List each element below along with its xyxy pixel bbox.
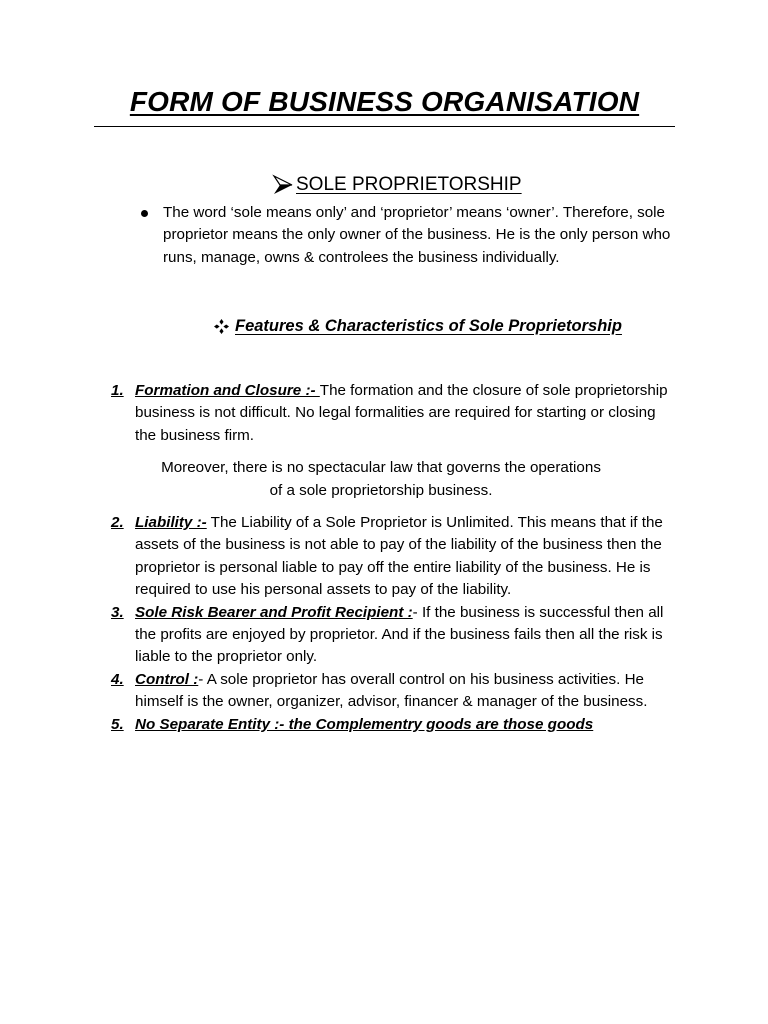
definition-bullet: [138, 202, 678, 269]
list-item: [111, 602, 676, 669]
list-text: - A sole proprietor has overall control on his business activities. He himself is the owner, organizer, advisor, financer & manager of the business.: [135, 670, 648, 711]
list-number: 1.: [111, 382, 124, 399]
list-text: The formation and the closure of sole proprietorship business is not difficult. No legal formalities are required for starting or closing the business firm.: [135, 382, 668, 444]
moreover-line-2: of a sole proprietorship business.: [269, 481, 493, 499]
definition-text: The word ‘sole means only’ and ‘proprietor’ means ‘owner’. Therefore, sole proprietor means the only owner of the business. He is the only person who runs, manage, owns & controlees the business individually.: [163, 204, 671, 266]
moreover-line-1: Moreover, there is no spectacular law that governs the operations: [161, 459, 601, 476]
list-text: - If the business is successful then all the profits are enjoyed by proprietor. And if the business fails then all the risk is liable to the proprietor only.: [135, 603, 664, 666]
list-term: Formation and Closure :-: [135, 382, 320, 399]
page-title: FORM OF BUSINESS ORGANISATION: [129, 86, 640, 117]
features-heading: [214, 314, 622, 338]
list-item: [111, 512, 676, 602]
list-item: [111, 380, 676, 447]
features-list-part-2: [111, 512, 676, 736]
list-item: [111, 669, 676, 714]
list-term: Control :: [135, 670, 199, 688]
list-number: 5.: [111, 715, 124, 733]
disc-bullet-icon: [141, 210, 148, 217]
section-heading-text: SOLE PROPRIETORSHIP: [296, 174, 522, 195]
four-diamond-icon: [214, 319, 229, 334]
list-number: 3.: [111, 603, 124, 621]
list-text: The Liability of a Sole Proprietor is Unlimited. This means that if the assets of the business is not able to pay of the liability of the business then the proprietor is personal liable to pay off the entire liability of the business. He is required to use his personal assets to pay of the liability.: [135, 514, 663, 599]
title-rule: [94, 126, 675, 127]
list-term: No Separate Entity :- the Complementry goods are those goods: [135, 715, 594, 733]
features-heading-text: Features & Characteristics of Sole Proprietorship: [235, 316, 622, 335]
features-list-part-1: [111, 380, 676, 447]
arrow-bullet-icon: [272, 174, 294, 196]
list-number: 2.: [111, 514, 124, 531]
list-term: Liability :-: [135, 514, 207, 531]
section-heading: [272, 172, 522, 198]
list-number: 4.: [111, 670, 124, 688]
list-term: Sole Risk Bearer and Profit Recipient :: [135, 603, 413, 621]
list-item: [111, 714, 676, 736]
moreover-paragraph: [111, 457, 651, 503]
